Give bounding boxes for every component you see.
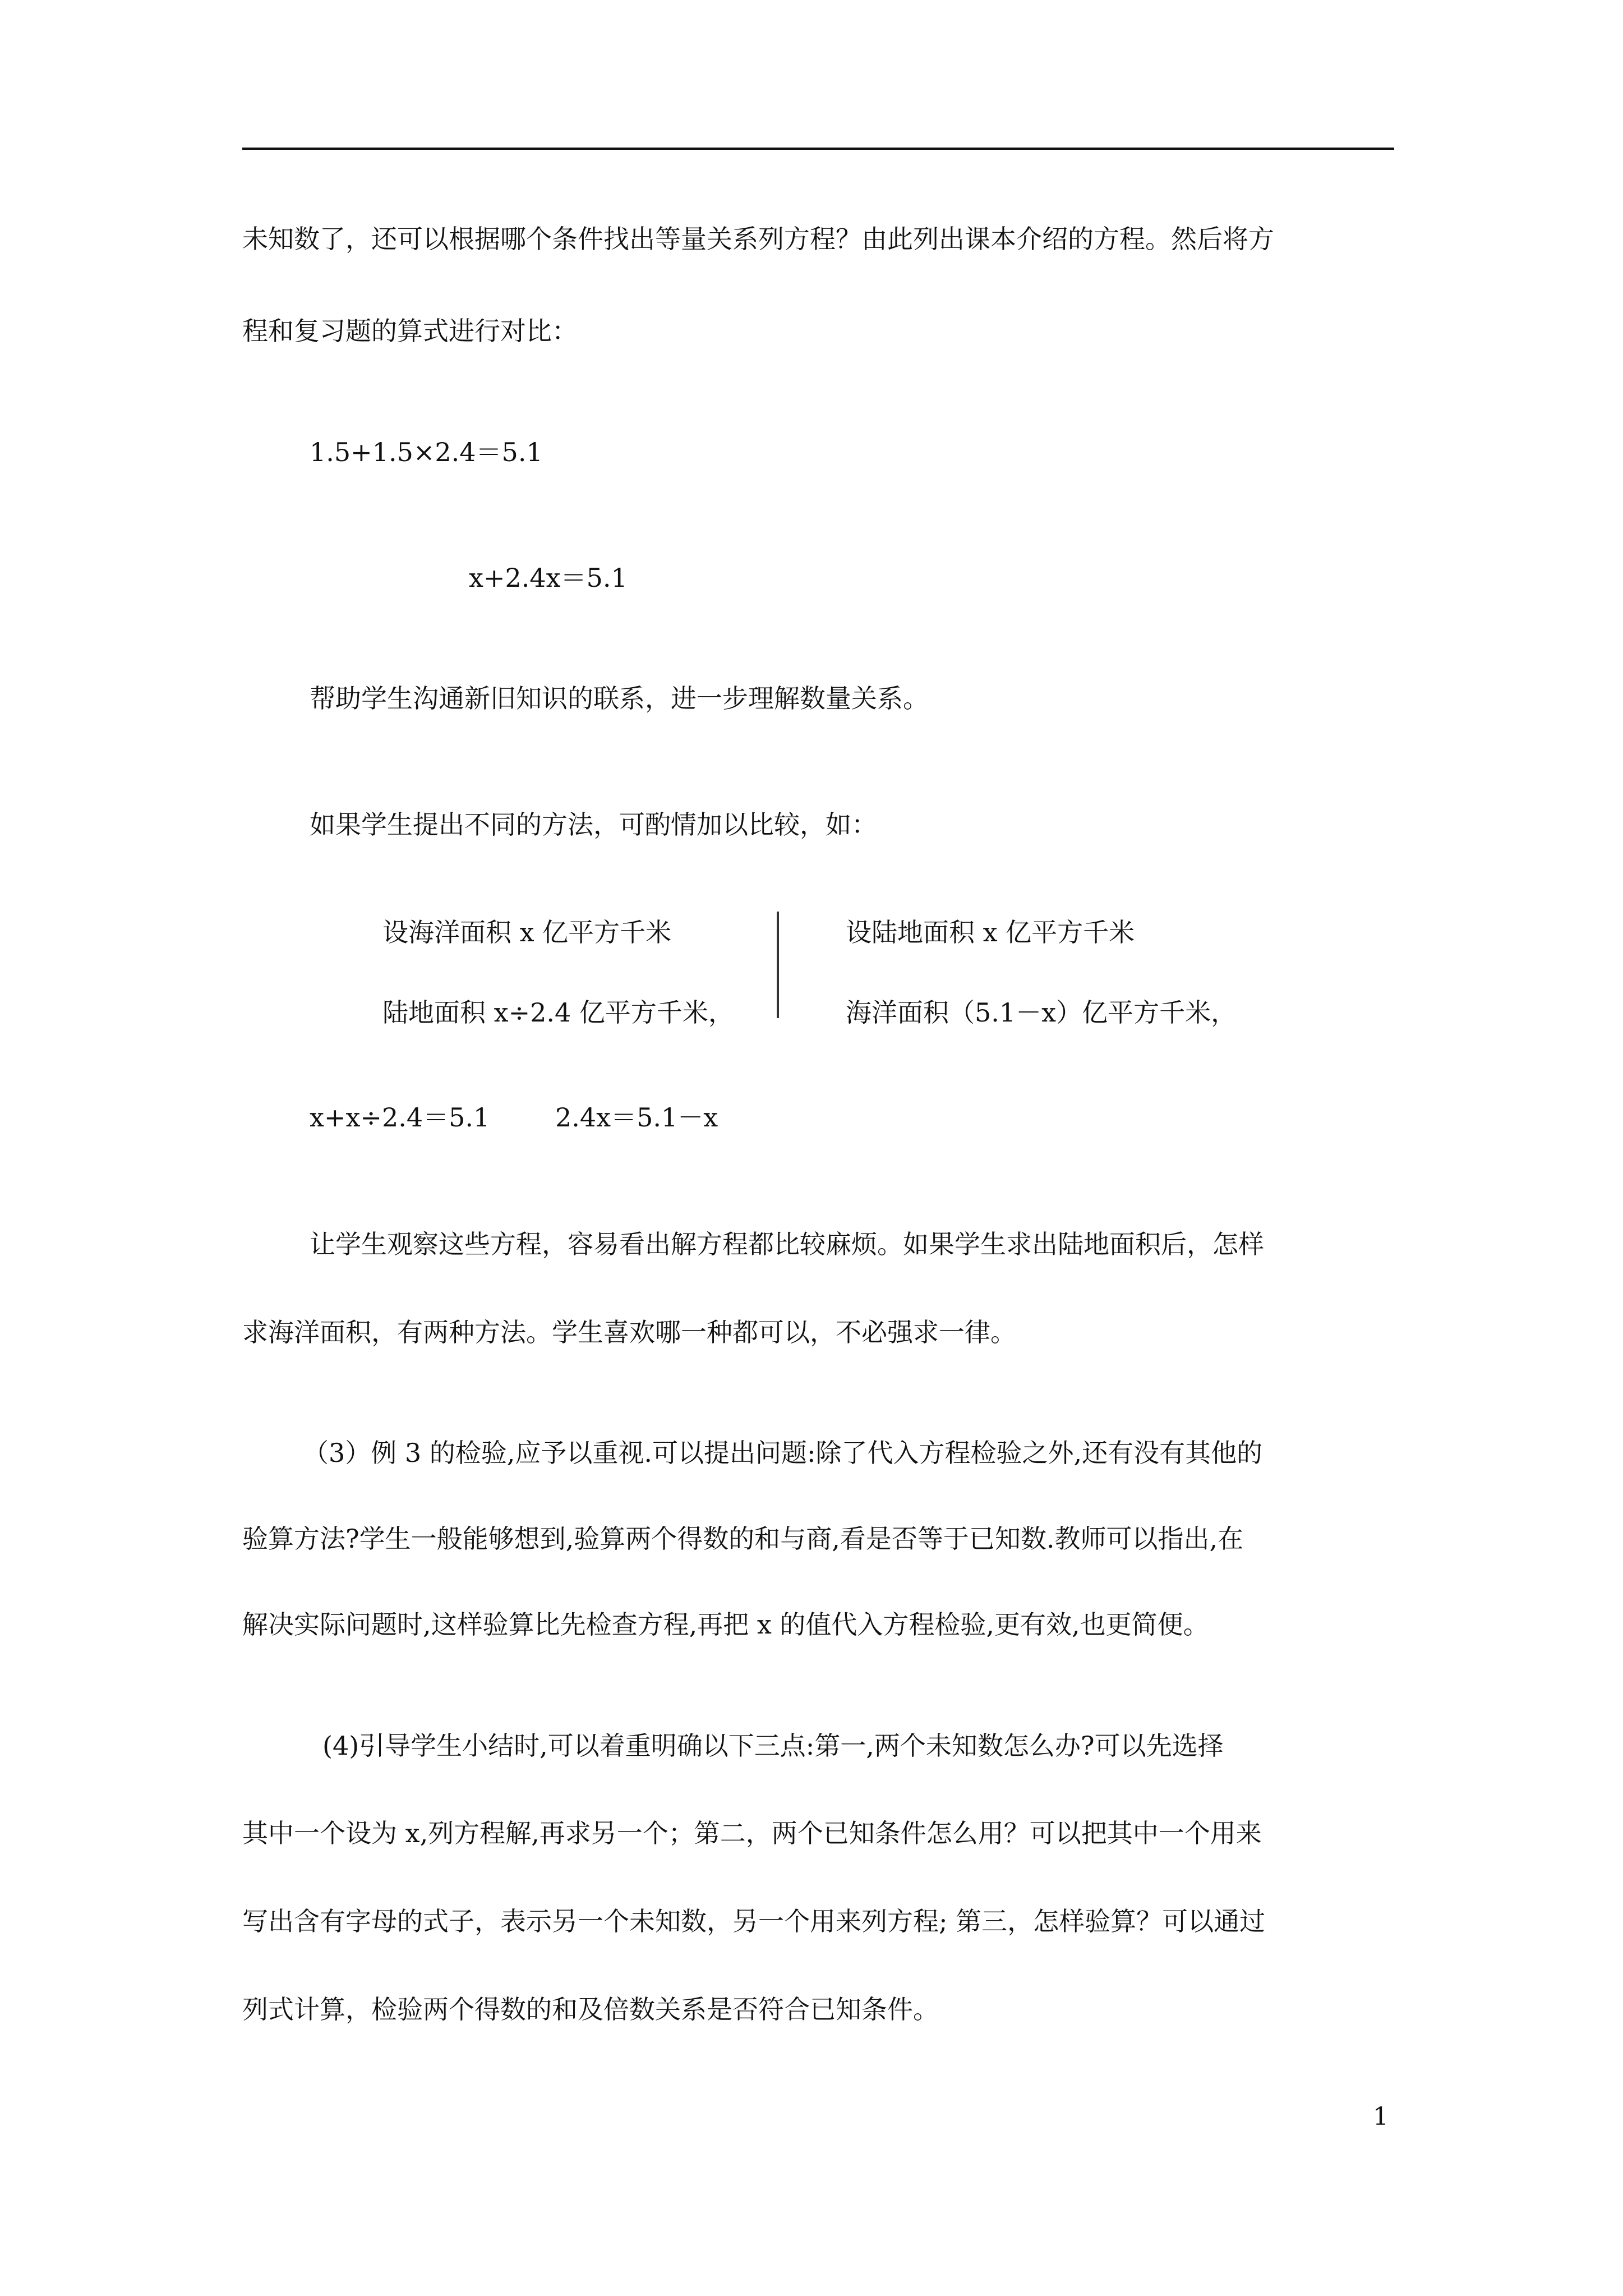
paragraph-5-line-3: 解决实际问题时,这样验算比先检查方程,再把 x 的值代入方程检验,更有效,也更简便。 xyxy=(242,1609,1209,1640)
paragraph-2: 帮助学生沟通新旧知识的联系，进一步理解数量关系。 xyxy=(310,683,929,714)
header-rule xyxy=(242,148,1394,150)
comparison-right-line-2: 海洋面积（5.1－x）亿平方千米， xyxy=(846,997,1237,1028)
paragraph-1-line-1: 未知数了，还可以根据哪个条件找出等量关系列方程？由此列出课本介绍的方程。然后将方 xyxy=(242,224,1274,254)
paragraph-4-line-2: 求海洋面积，有两种方法。学生喜欢哪一种都可以，不必强求一律。 xyxy=(242,1317,1016,1347)
equation-pair-left: x+x÷2.4＝5.1 xyxy=(310,1102,490,1133)
paragraph-6-line-4: 列式计算，检验两个得数的和及倍数关系是否符合已知条件。 xyxy=(242,1994,939,2024)
comparison-left-line-2: 陆地面积 x÷2.4 亿平方千米， xyxy=(382,997,734,1028)
comparison-right-line-1: 设陆地面积 x 亿平方千米 xyxy=(846,917,1135,947)
paragraph-5-line-1: （3）例 3 的检验,应予以重视.可以提出问题:除了代入方程检验之外,还有没有其他的 xyxy=(303,1438,1263,1468)
paragraph-3: 如果学生提出不同的方法，可酌情加以比较，如： xyxy=(310,809,877,840)
paragraph-5-line-2: 验算方法?学生一般能够想到,验算两个得数的和与商,看是否等于已知数.教师可以指出,在 xyxy=(242,1524,1244,1554)
equation-1: 1.5+1.5×2.4＝5.1 xyxy=(310,437,543,467)
comparison-left-line-1: 设海洋面积 x 亿平方千米 xyxy=(382,917,672,947)
page-number: 1 xyxy=(1373,2102,1389,2131)
paragraph-1-line-2: 程和复习题的算式进行对比： xyxy=(242,316,578,346)
paragraph-4-line-1: 让学生观察这些方程，容易看出解方程都比较麻烦。如果学生求出陆地面积后，怎样 xyxy=(310,1229,1264,1259)
equation-2: x+2.4x＝5.1 xyxy=(469,563,628,593)
paragraph-6-line-2: 其中一个设为 x,列方程解,再求另一个；第二，两个已知条件怎么用？可以把其中一个用来 xyxy=(242,1818,1262,1848)
paragraph-6-line-1: (4)引导学生小结时,可以着重明确以下三点:第一,两个未知数怎么办?可以先选择 xyxy=(322,1731,1224,1761)
comparison-divider xyxy=(777,912,779,1018)
paragraph-6-line-3: 写出含有字母的式子，表示另一个未知数，另一个用来列方程; 第三，怎样验算？可以通过 xyxy=(242,1906,1266,1936)
equation-pair-right: 2.4x＝5.1－x xyxy=(555,1102,718,1133)
